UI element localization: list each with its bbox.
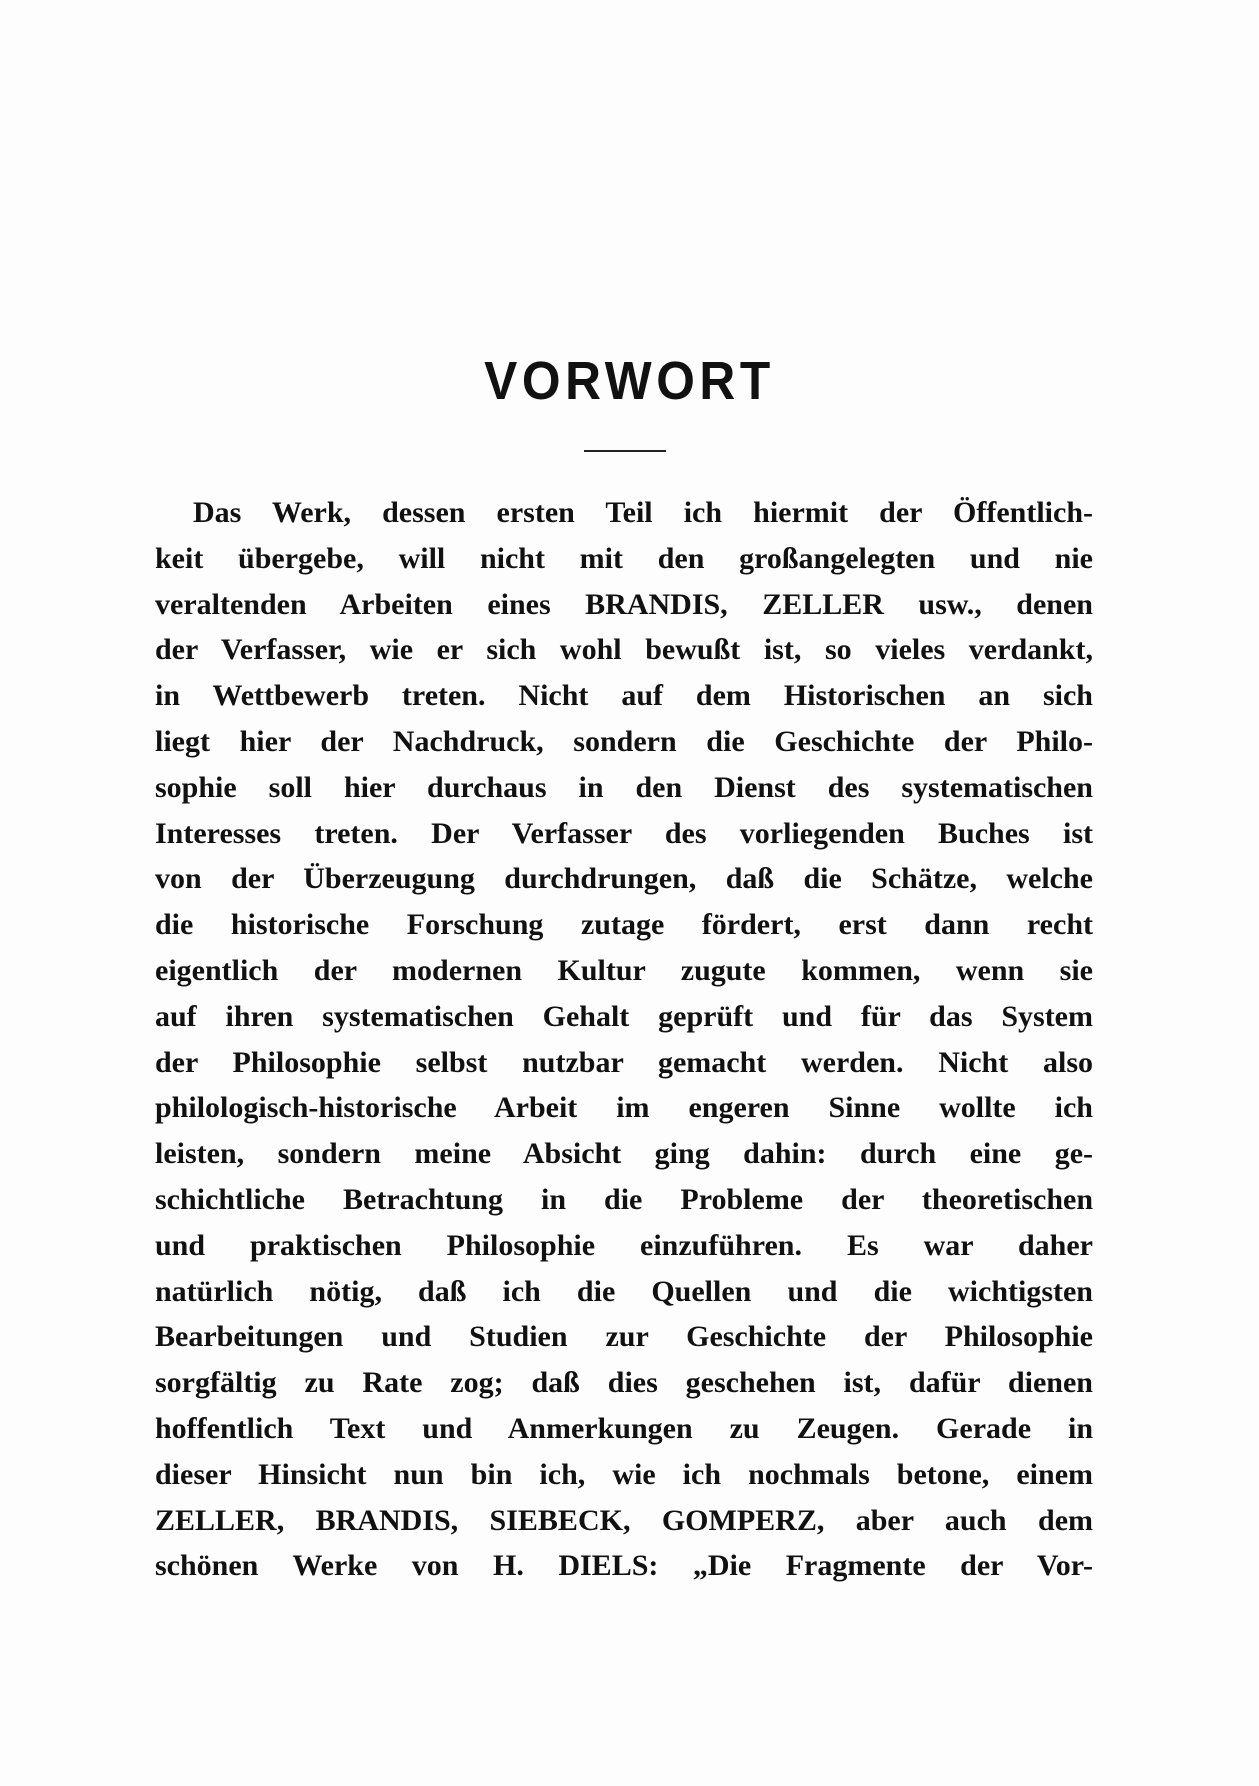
- text-line: in Wettbewerb treten. Nicht auf dem Historischen an sich: [155, 679, 1093, 713]
- text-line: von der Überzeugung durchdrungen, daß die Schätze, welche: [155, 862, 1093, 896]
- text-line: hoffentlich Text und Anmerkungen zu Zeugen. Gerade in: [155, 1411, 1093, 1445]
- text-line: keit übergebe, will nicht mit den großangelegten und nie: [155, 541, 1093, 575]
- text-line: schönen Werke von H. DIELS: „Die Fragmente der Vor-: [155, 1549, 1093, 1583]
- text-line: eigentlich der modernen Kultur zugute kommen, wenn sie: [155, 953, 1093, 987]
- text-line: auf ihren systematischen Gehalt geprüft und für das System: [155, 999, 1093, 1033]
- text-line: sophie soll hier durchaus in den Dienst des systematischen: [155, 770, 1093, 804]
- text-line: Bearbeitungen und Studien zur Geschichte der Philosophie: [155, 1320, 1093, 1354]
- text-line: der Philosophie selbst nutzbar gemacht werden. Nicht also: [155, 1045, 1093, 1079]
- text-line: leisten, sondern meine Absicht ging dahin: durch eine ge-: [155, 1137, 1093, 1171]
- text-line: veraltenden Arbeiten eines BRANDIS, ZELLER usw., denen: [155, 587, 1093, 621]
- text-line: philologisch-historische Arbeit im engeren Sinne wollte ich: [155, 1091, 1093, 1125]
- text-line: dieser Hinsicht nun bin ich, wie ich nochmals betone, einem: [155, 1457, 1093, 1491]
- text-line: liegt hier der Nachdruck, sondern die Geschichte der Philo-: [155, 724, 1093, 758]
- body-paragraph: [155, 490, 1093, 1589]
- title-rule: [584, 450, 666, 452]
- text-line: schichtliche Betrachtung in die Probleme der theoretischen: [155, 1182, 1093, 1216]
- text-line: ZELLER, BRANDIS, SIEBECK, GOMPERZ, aber auch dem: [155, 1503, 1093, 1537]
- text-line: der Verfasser, wie er sich wohl bewußt ist, so vieles verdankt,: [155, 633, 1093, 667]
- text-line: und praktischen Philosophie einzuführen. Es war daher: [155, 1228, 1093, 1262]
- text-line: sorgfältig zu Rate zog; daß dies geschehen ist, dafür dienen: [155, 1366, 1093, 1400]
- page-title: VORWORT: [484, 351, 775, 411]
- text-line: natürlich nötig, daß ich die Quellen und die wichtigsten: [155, 1274, 1093, 1308]
- text-line: Interesses treten. Der Verfasser des vorliegenden Buches ist: [155, 816, 1093, 850]
- text-line: Das Werk, dessen ersten Teil ich hiermit der Öffentlich-: [193, 496, 1093, 529]
- text-line: die historische Forschung zutage fördert, erst dann recht: [155, 908, 1093, 942]
